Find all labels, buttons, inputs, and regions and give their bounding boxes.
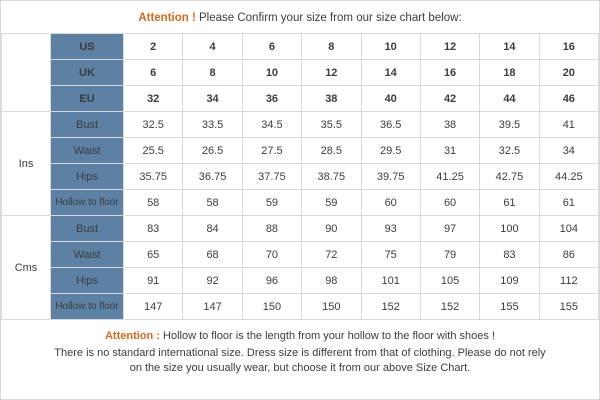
cell-eu-7: 46 bbox=[539, 86, 598, 112]
cell-cms-waist-6: 83 bbox=[480, 242, 539, 268]
cell-ins-waist-6: 32.5 bbox=[480, 138, 539, 164]
cell-cms-hips-5: 105 bbox=[420, 268, 479, 294]
table-row bbox=[2, 34, 599, 60]
row-header-cms-bust: Bust bbox=[51, 216, 124, 242]
cell-cms-hollow-2: 150 bbox=[242, 294, 301, 320]
row-header-cms-waist: Waist bbox=[51, 242, 124, 268]
cell-us-3: 8 bbox=[302, 34, 361, 60]
cell-cms-hips-6: 109 bbox=[480, 268, 539, 294]
cell-uk-6: 18 bbox=[480, 60, 539, 86]
cell-us-7: 16 bbox=[539, 34, 598, 60]
cell-eu-4: 40 bbox=[361, 86, 420, 112]
cell-us-0: 2 bbox=[124, 34, 183, 60]
row-header-ins-hollow-to-floor: Hollow to floor bbox=[51, 190, 124, 216]
cell-ins-bust-0: 32.5 bbox=[124, 112, 183, 138]
cell-ins-hips-0: 35.75 bbox=[124, 164, 183, 190]
cell-ins-bust-3: 35.5 bbox=[302, 112, 361, 138]
row-header-eu: EU bbox=[51, 86, 124, 112]
table-row bbox=[2, 112, 599, 138]
header-text: Please Confirm your size from our size chart below: bbox=[195, 12, 462, 24]
row-header-us: US bbox=[51, 34, 124, 60]
footer-line-1 bbox=[19, 329, 581, 344]
cell-ins-hollow-6: 61 bbox=[480, 190, 539, 216]
cell-cms-bust-5: 97 bbox=[420, 216, 479, 242]
group-label-ins: Ins bbox=[2, 112, 51, 216]
size-chart-table bbox=[1, 33, 599, 320]
cell-ins-bust-2: 34.5 bbox=[242, 112, 301, 138]
cell-ins-waist-1: 26.5 bbox=[183, 138, 242, 164]
cell-cms-bust-4: 93 bbox=[361, 216, 420, 242]
row-header-cms-hollow-to-floor: Hollow to floor bbox=[51, 294, 124, 320]
table-row bbox=[2, 294, 599, 320]
cell-cms-hips-2: 96 bbox=[242, 268, 301, 294]
page-title bbox=[1, 1, 599, 33]
cell-ins-hollow-2: 59 bbox=[242, 190, 301, 216]
cell-eu-5: 42 bbox=[420, 86, 479, 112]
footer-line-2: There is no standard international size. Dress size is different from that of clothing. Please do not rely bbox=[54, 347, 546, 359]
footer-note bbox=[1, 320, 599, 376]
cell-cms-hips-3: 98 bbox=[302, 268, 361, 294]
cell-cms-hollow-3: 150 bbox=[302, 294, 361, 320]
cell-ins-hips-3: 38.75 bbox=[302, 164, 361, 190]
cell-ins-waist-5: 31 bbox=[420, 138, 479, 164]
cell-cms-waist-5: 79 bbox=[420, 242, 479, 268]
cell-cms-waist-0: 65 bbox=[124, 242, 183, 268]
cell-cms-waist-4: 75 bbox=[361, 242, 420, 268]
footer-attention-label: Attention : bbox=[104, 330, 160, 342]
attention-label: Attention ! bbox=[138, 12, 196, 24]
cell-ins-waist-4: 29.5 bbox=[361, 138, 420, 164]
group-label-cms: Cms bbox=[2, 216, 51, 320]
cell-ins-bust-6: 39.5 bbox=[480, 112, 539, 138]
cell-cms-bust-3: 90 bbox=[302, 216, 361, 242]
cell-cms-waist-2: 70 bbox=[242, 242, 301, 268]
cell-ins-hips-6: 42.75 bbox=[480, 164, 539, 190]
cell-cms-waist-3: 72 bbox=[302, 242, 361, 268]
row-header-uk: UK bbox=[51, 60, 124, 86]
cell-eu-2: 36 bbox=[242, 86, 301, 112]
cell-us-4: 10 bbox=[361, 34, 420, 60]
cell-uk-2: 10 bbox=[242, 60, 301, 86]
cell-ins-hollow-7: 61 bbox=[539, 190, 598, 216]
table-row bbox=[2, 60, 599, 86]
cell-cms-hips-0: 91 bbox=[124, 268, 183, 294]
cell-ins-hips-4: 39.75 bbox=[361, 164, 420, 190]
cell-cms-hips-4: 101 bbox=[361, 268, 420, 294]
table-row bbox=[2, 86, 599, 112]
cell-uk-4: 14 bbox=[361, 60, 420, 86]
cell-uk-0: 6 bbox=[124, 60, 183, 86]
cell-eu-1: 34 bbox=[183, 86, 242, 112]
row-header-ins-hips: Hips bbox=[51, 164, 124, 190]
cell-cms-hollow-5: 152 bbox=[420, 294, 479, 320]
cell-cms-waist-7: 86 bbox=[539, 242, 598, 268]
cell-cms-bust-0: 83 bbox=[124, 216, 183, 242]
footer-line-1-text: Hollow to floor is the length from your hollow to the floor with shoes ! bbox=[159, 330, 496, 342]
row-header-cms-hips: Hips bbox=[51, 268, 124, 294]
cell-ins-bust-5: 38 bbox=[420, 112, 479, 138]
group-label-sizes bbox=[2, 34, 51, 112]
cell-ins-waist-2: 27.5 bbox=[242, 138, 301, 164]
cell-cms-hips-1: 92 bbox=[183, 268, 242, 294]
cell-us-2: 6 bbox=[242, 34, 301, 60]
cell-ins-waist-3: 28.5 bbox=[302, 138, 361, 164]
footer-line-3: on the size you usually wear, but choose it from our above Size Chart. bbox=[129, 362, 471, 374]
table-row bbox=[2, 190, 599, 216]
cell-cms-hollow-6: 155 bbox=[480, 294, 539, 320]
cell-us-5: 12 bbox=[420, 34, 479, 60]
cell-ins-bust-4: 36.5 bbox=[361, 112, 420, 138]
cell-cms-bust-1: 84 bbox=[183, 216, 242, 242]
cell-cms-hips-7: 112 bbox=[539, 268, 598, 294]
cell-ins-bust-1: 33.5 bbox=[183, 112, 242, 138]
cell-ins-hips-2: 37.75 bbox=[242, 164, 301, 190]
cell-ins-hollow-4: 60 bbox=[361, 190, 420, 216]
cell-ins-hollow-3: 59 bbox=[302, 190, 361, 216]
cell-us-6: 14 bbox=[480, 34, 539, 60]
table-row bbox=[2, 164, 599, 190]
cell-uk-5: 16 bbox=[420, 60, 479, 86]
cell-cms-hollow-4: 152 bbox=[361, 294, 420, 320]
cell-cms-bust-7: 104 bbox=[539, 216, 598, 242]
row-header-ins-waist: Waist bbox=[51, 138, 124, 164]
cell-ins-waist-7: 34 bbox=[539, 138, 598, 164]
cell-ins-hollow-5: 60 bbox=[420, 190, 479, 216]
cell-cms-hollow-0: 147 bbox=[124, 294, 183, 320]
cell-cms-bust-2: 88 bbox=[242, 216, 301, 242]
cell-cms-hollow-7: 155 bbox=[539, 294, 598, 320]
cell-ins-waist-0: 25.5 bbox=[124, 138, 183, 164]
table-row bbox=[2, 268, 599, 294]
row-header-ins-bust: Bust bbox=[51, 112, 124, 138]
cell-cms-hollow-1: 147 bbox=[183, 294, 242, 320]
table-row bbox=[2, 216, 599, 242]
cell-eu-0: 32 bbox=[124, 86, 183, 112]
size-chart-body bbox=[2, 34, 599, 320]
table-row bbox=[2, 138, 599, 164]
cell-ins-hips-7: 44.25 bbox=[539, 164, 598, 190]
table-row bbox=[2, 242, 599, 268]
cell-ins-hips-1: 36.75 bbox=[183, 164, 242, 190]
cell-us-1: 4 bbox=[183, 34, 242, 60]
cell-eu-3: 38 bbox=[302, 86, 361, 112]
cell-eu-6: 44 bbox=[480, 86, 539, 112]
cell-ins-bust-7: 41 bbox=[539, 112, 598, 138]
cell-cms-bust-6: 100 bbox=[480, 216, 539, 242]
cell-ins-hollow-0: 58 bbox=[124, 190, 183, 216]
cell-uk-1: 8 bbox=[183, 60, 242, 86]
cell-uk-7: 20 bbox=[539, 60, 598, 86]
cell-uk-3: 12 bbox=[302, 60, 361, 86]
cell-ins-hollow-1: 58 bbox=[183, 190, 242, 216]
cell-cms-waist-1: 68 bbox=[183, 242, 242, 268]
cell-ins-hips-5: 41.25 bbox=[420, 164, 479, 190]
